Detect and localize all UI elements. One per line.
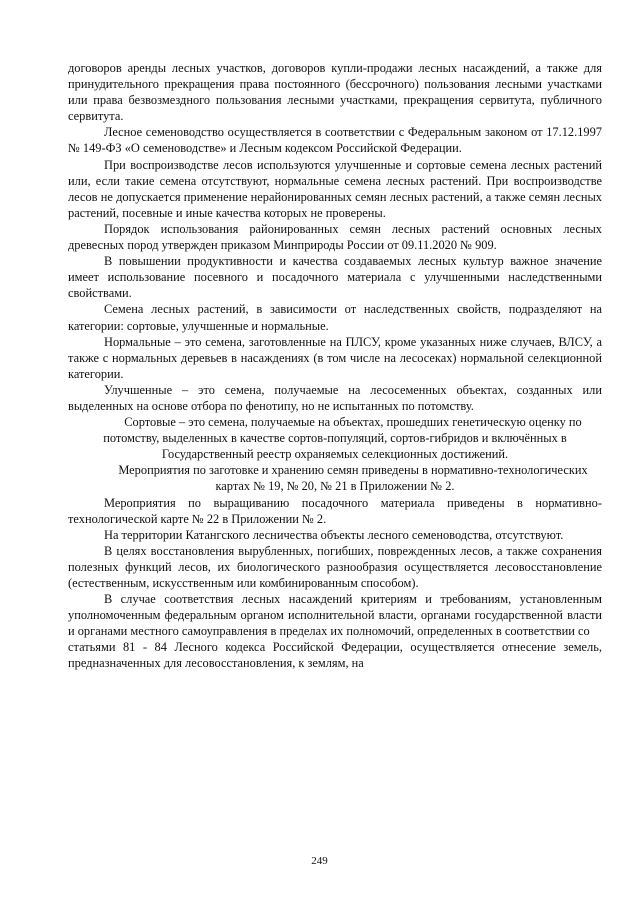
paragraph-4: Порядок использования районированных семян лесных растений основных лесных древесных пород утвержден приказом Минприроды России от 09.11.2020 № 909.	[68, 221, 602, 253]
paragraph-9: Сортовые – это семена, получаемые на объектах, прошедших генетическую оценку по потомству, выделенных в качестве сортов-популяций, сортов-гибридов и включённых в Государственный реестр охраняемых селекционных достижений.	[103, 415, 582, 462]
paragraph-15: статьями 81 - 84 Лесного кодекса Российской Федерации, осуществляется отнесение земель, предназначенных для лесовосстановления, к землям, на	[68, 640, 602, 671]
paragraph-5: В повышении продуктивности и качества создаваемых лесных культур важное значение имеет использование посевного и посадочного материала с улучшенными наследственными свойствами.	[68, 254, 602, 301]
page-number: 249	[311, 855, 328, 867]
paragraph-2: Лесное семеноводство осуществляется в соответствии с Федеральным законом от 17.12.1997 № 149-ФЗ «О семеноводстве» и Лесным кодексом Российской Федерации.	[68, 125, 602, 156]
paragraph-12: На территории Катангского лесничества объекты лесного семеноводства, отсутствуют.	[104, 527, 564, 542]
body-text	[68, 60, 602, 672]
paragraph-1: договоров аренды лесных участков, договоров купли-продажи лесных насаждений, а также для принудительного прекращения права постоянного (бессрочного) пользования лесными участками или права безвозмездного пользования лесными участками, прекращения сервитута, публичного сервитута.	[68, 61, 602, 124]
paragraph-7: Нормальные – это семена, заготовленные на ПЛСУ, кроме указанных ниже случаев, ВЛСУ, а также с нормальных деревьев в насаждениях (в том числе на лесосеках) нормальной селекционной категории.	[68, 334, 602, 381]
paragraph-8: Улучшенные – это семена, получаемые на лесосеменных объектах, созданных или выделенных на основе отбора по фенотипу, но не испытанных по потомству.	[68, 382, 602, 413]
paragraph-3: При воспроизводстве лесов используются улучшенные и сортовые семена лесных растений или, если такие семена отсутствуют, нормальные семена лесных растений. При воспроизводстве лесов не допускается применение нерайонированных семян лесных растений, а также семян лесных растений, посевные и иные качества которых не проверены.	[68, 157, 602, 220]
paragraph-13: В целях восстановления вырубленных, погибших, поврежденных лесов, а также сохранения полезных функций лесов, их биологического разнообразия осуществляется лесовосстановление (естественным, искусственным или комбинированным способом).	[68, 543, 602, 590]
paragraph-14: В случае соответствия лесных насаждений критериям и требованиям, установленным уполномоченным федеральным органом исполнительной власти, органами государственной власти и органами местного самоуправления в пределах их полномочий, определенных в соответствии со	[68, 592, 602, 639]
paragraph-10: Мероприятия по заготовке и хранению семян приведены в нормативно-технологических картах № 19, № 20, № 21 в Приложении № 2.	[118, 463, 588, 494]
paragraph-11: Мероприятия по выращиванию посадочного материала приведены в нормативно-технологической карте № 22 в Приложении № 2.	[68, 495, 602, 526]
paragraph-6: Семена лесных растений, в зависимости от наследственных свойств, подразделяют на категории: сортовые, улучшенные и нормальные.	[68, 302, 602, 333]
